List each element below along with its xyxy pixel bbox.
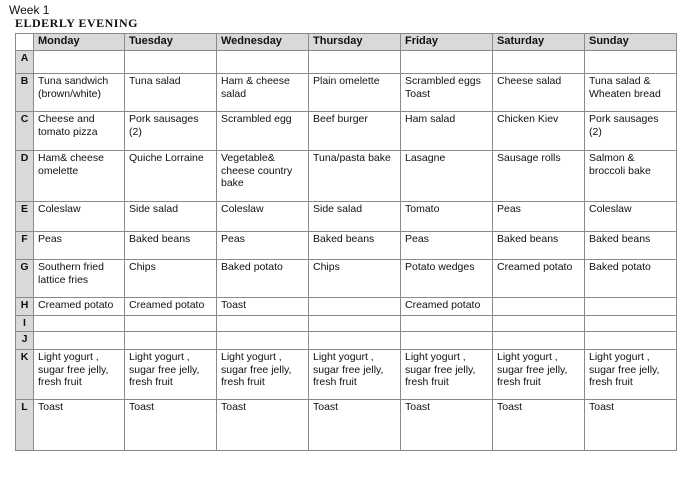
menu-cell: Chicken Kiev <box>493 112 585 151</box>
menu-cell <box>217 332 309 350</box>
menu-cell <box>125 332 217 350</box>
menu-cell: Tomato <box>401 202 493 232</box>
menu-cell <box>34 51 125 74</box>
menu-cell: Peas <box>217 232 309 260</box>
menu-cell: Light yogurt , sugar free jelly, fresh fruit <box>585 350 677 400</box>
menu-cell: Salmon & broccoli bake <box>585 151 677 202</box>
menu-cell: Scrambled eggs Toast <box>401 74 493 112</box>
menu-cell <box>585 332 677 350</box>
day-header-friday: Friday <box>401 34 493 51</box>
menu-cell: Toast <box>217 400 309 451</box>
menu-cell: Toast <box>34 400 125 451</box>
menu-cell: Lasagne <box>401 151 493 202</box>
day-header-tuesday: Tuesday <box>125 34 217 51</box>
menu-cell: Toast <box>585 400 677 451</box>
menu-cell <box>34 332 125 350</box>
menu-cell: Toast <box>493 400 585 451</box>
menu-row-i <box>16 316 677 332</box>
menu-cell: Light yogurt , sugar free jelly, fresh fruit <box>309 350 401 400</box>
menu-cell <box>125 316 217 332</box>
weekly-menu-table <box>15 33 677 451</box>
menu-cell: Coleslaw <box>34 202 125 232</box>
menu-row-a <box>16 51 677 74</box>
row-key: C <box>16 112 34 151</box>
day-header-sunday: Sunday <box>585 34 677 51</box>
row-key: L <box>16 400 34 451</box>
week-label: Week 1 <box>9 3 50 17</box>
menu-cell: Coleslaw <box>217 202 309 232</box>
menu-cell <box>309 332 401 350</box>
row-key: D <box>16 151 34 202</box>
menu-cell <box>401 332 493 350</box>
menu-cell: Cheese salad <box>493 74 585 112</box>
menu-cell: Toast <box>401 400 493 451</box>
menu-cell: Toast <box>217 298 309 316</box>
menu-cell <box>585 298 677 316</box>
menu-cell: Plain omelette <box>309 74 401 112</box>
row-key: A <box>16 51 34 74</box>
menu-cell: Ham salad <box>401 112 493 151</box>
day-header-wednesday: Wednesday <box>217 34 309 51</box>
menu-cell: Chips <box>309 260 401 298</box>
menu-cell <box>217 316 309 332</box>
menu-cell <box>401 51 493 74</box>
menu-cell: Tuna salad <box>125 74 217 112</box>
menu-cell <box>493 316 585 332</box>
menu-cell: Creamed potato <box>34 298 125 316</box>
menu-cell: Creamed potato <box>125 298 217 316</box>
menu-cell: Light yogurt , sugar free jelly, fresh fruit <box>401 350 493 400</box>
menu-cell: Quiche Lorraine <box>125 151 217 202</box>
row-key: I <box>16 316 34 332</box>
menu-cell <box>585 316 677 332</box>
menu-cell: Peas <box>401 232 493 260</box>
menu-cell: Peas <box>493 202 585 232</box>
menu-row-h <box>16 298 677 316</box>
day-header-thursday: Thursday <box>309 34 401 51</box>
menu-cell: Chips <box>125 260 217 298</box>
menu-cell: Southern fried lattice fries <box>34 260 125 298</box>
menu-cell: Baked potato <box>585 260 677 298</box>
menu-cell: Ham& cheese omelette <box>34 151 125 202</box>
menu-title: ELDERLY EVENING <box>15 16 138 30</box>
menu-cell: Baked beans <box>309 232 401 260</box>
menu-cell: Baked beans <box>125 232 217 260</box>
menu-row-c <box>16 112 677 151</box>
menu-row-d <box>16 151 677 202</box>
menu-cell: Tuna/pasta bake <box>309 151 401 202</box>
day-header-row <box>16 34 677 51</box>
day-header-saturday: Saturday <box>493 34 585 51</box>
menu-cell: Potato wedges <box>401 260 493 298</box>
menu-cell: Light yogurt , sugar free jelly, fresh fruit <box>34 350 125 400</box>
menu-cell <box>309 51 401 74</box>
row-key: F <box>16 232 34 260</box>
menu-cell: Side salad <box>309 202 401 232</box>
menu-cell <box>493 51 585 74</box>
menu-cell: Sausage rolls <box>493 151 585 202</box>
menu-cell: Pork sausages (2) <box>585 112 677 151</box>
day-header-monday: Monday <box>34 34 125 51</box>
menu-cell <box>125 51 217 74</box>
menu-cell: Toast <box>125 400 217 451</box>
menu-cell: Tuna salad & Wheaten bread <box>585 74 677 112</box>
menu-row-e <box>16 202 677 232</box>
menu-cell <box>493 332 585 350</box>
menu-cell <box>309 298 401 316</box>
menu-cell: Pork sausages (2) <box>125 112 217 151</box>
menu-row-j <box>16 332 677 350</box>
menu-cell: Creamed potato <box>493 260 585 298</box>
row-key: G <box>16 260 34 298</box>
menu-cell: Beef burger <box>309 112 401 151</box>
menu-cell: Cheese and tomato pizza <box>34 112 125 151</box>
menu-cell: Scrambled egg <box>217 112 309 151</box>
menu-cell <box>401 316 493 332</box>
menu-cell: Light yogurt , sugar free jelly, fresh fruit <box>125 350 217 400</box>
menu-cell: Creamed potato <box>401 298 493 316</box>
menu-cell: Peas <box>34 232 125 260</box>
menu-cell <box>585 51 677 74</box>
menu-cell <box>493 298 585 316</box>
menu-row-b <box>16 74 677 112</box>
menu-cell <box>34 316 125 332</box>
menu-cell: Side salad <box>125 202 217 232</box>
menu-cell: Baked potato <box>217 260 309 298</box>
menu-cell <box>217 51 309 74</box>
row-key: J <box>16 332 34 350</box>
menu-row-g <box>16 260 677 298</box>
row-key: H <box>16 298 34 316</box>
menu-cell: Tuna sandwich (brown/white) <box>34 74 125 112</box>
row-key: E <box>16 202 34 232</box>
menu-cell: Light yogurt , sugar free jelly, fresh fruit <box>493 350 585 400</box>
menu-row-f <box>16 232 677 260</box>
menu-cell: Toast <box>309 400 401 451</box>
menu-cell: Ham & cheese salad <box>217 74 309 112</box>
menu-cell: Vegetable& cheese country bake <box>217 151 309 202</box>
menu-cell: Light yogurt , sugar free jelly, fresh fruit <box>217 350 309 400</box>
menu-row-l <box>16 400 677 451</box>
row-key: K <box>16 350 34 400</box>
menu-cell: Baked beans <box>585 232 677 260</box>
corner-cell <box>16 34 34 51</box>
menu-cell: Baked beans <box>493 232 585 260</box>
menu-row-k <box>16 350 677 400</box>
row-key: B <box>16 74 34 112</box>
menu-cell <box>309 316 401 332</box>
menu-cell: Coleslaw <box>585 202 677 232</box>
